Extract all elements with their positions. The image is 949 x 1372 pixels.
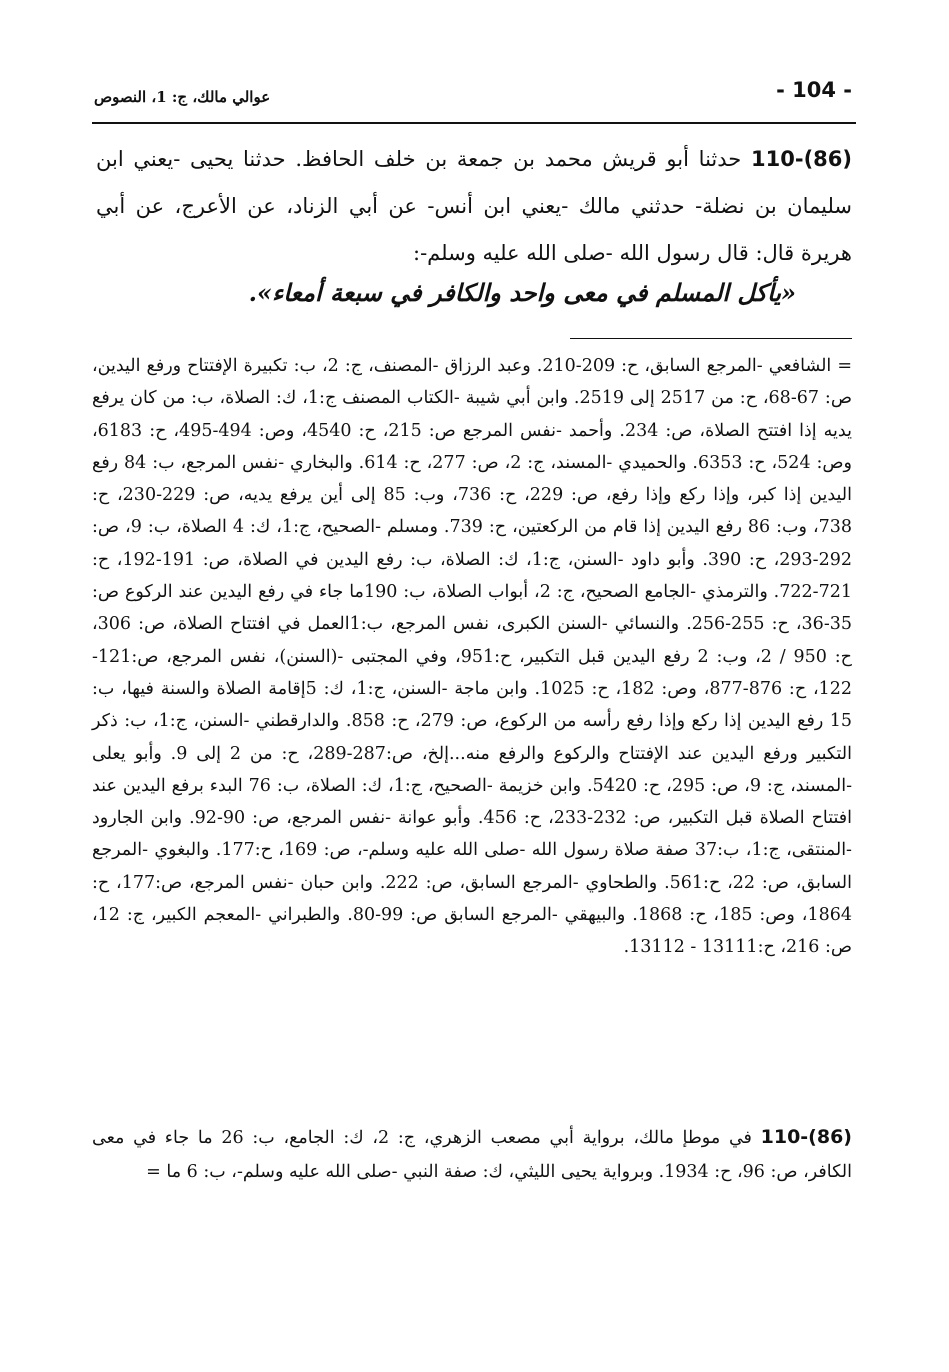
footnote-continuation: = الشافعي -المرجع السابق، ح: 209-210. وعبد الرزاق -المصنف، ج: 2، ب: تكبيرة الإفتتاح ورفع اليدين، ص: 67-68، ح: من 2517 إلى 2519. وابن أبي شيبة -الكتاب المصنف ج:1، ك: الصلاة، ب: من كان يرفع يديه إذا افتتح الصلاة، ص: 234. وأحمد -نفس المرجع ص: 215، ح: 4540، وص: 494-495، ح: 6183، وص: 524، ح: 6353. والحميدي -المسند، ج: 2، ص: 277، ح: 614. والبخاري -نفس المرجع، ب: 84 رفع اليدين إذا كبر، وإذا ركع وإذا رفع، ص: 229، ح: 736، وب: 85 إلى أين يرفع يديه، ص: 229-230، ح: 738، وب: 86 رفع اليدين إذا قام من الركعتين، ح: 739. ومسلم -الصحيح، ج:1، ك: 4 الصلاة، ب: 9، ص: 292-293، ح: 390. وأبو داود -السنن، ج:1، ك: الصلاة، ب: رفع اليدين في الصلاة، ص: 191-192، ح: 721-722. والترمذي -الجامع الصحيح، ج: 2، أبواب الصلاة، ب: 190ما جاء في رفع اليدين عند الركوع ص: 35-36، ح: 255-256. والنسائي -السنن الكبرى، نفس المرجع، ب:1العمل في افتتاح الصلاة، ص: 306، ح: 950 / 2، وب: 2 رفع اليدين قبل التكبير، ح:951، وفي المجتبى -(السنن)، نفس المرجع، ص:121-122، ح: 876-877، وص: 182، ح: 1025. وابن ماجة -السنن، ج:1، ك: 5إقامة الصلاة والسنة فيها، ب: 15 رفع اليدين إذا ركع وإذا رفع رأسه من الركوع، ص: 279، ح: 858. والدارقطني -السنن، ج:1، ب: ذكر التكبير ورفع اليدين عند الإفتتاح والركوع والرفع منه...إلخ، ص:287-289، ح: من 2 إلى 9. وأبو يعلى -المسند، ج: 9، ص: 295، ح: 5420. وابن خزيمة -الصحيح، ج:1، ك: الصلاة، ب: 76 البدء برفع اليدين عند افتتاح الصلاة قبل التكبير، ص: 232-233، ح: 456. وأبو عوانة -نفس المرجع، ص: 90-92. وابن الجارود -المنتقى، ج:1، ب:37 صفة صلاة رسول الله -صلى الله عليه وسلم-، ص: 169، ح:177. والبغوي -المرجع السابق، ص: 22، ح:561. والطحاوي -المرجع السابق، ص: 222. وابن حبان -نفس المرجع، ص:177، ح: 1864، وص: 185، ح: 1868. والبيهقي -المرجع السابق ص: 99-80. والطبراني -المعجم الكبير، ج: 12، ص: 216، ح:13111 - 13112.	[92, 356, 853, 958]
page-header	[92, 78, 856, 118]
footnote-body: في موطإ مالك، برواية أبي مصعب الزهري، ج: 2، ك: الجامع، ب: 26 ما جاء في معى الكافر، ص: 96، ح: 1934. وبرواية يحيى الليثي، ك: صفة النبي -صلى الله عليه وسلم-، ب: 6 ما =	[92, 1128, 852, 1182]
hadith-quote: «يأكل المسلم في معى واحد والكافر في سبعة أمعاء».	[248, 278, 796, 307]
running-title: عوالي مالك، ج: 1، النصوص	[94, 88, 271, 106]
page-number: - 104 -	[776, 78, 852, 102]
footnote-rule	[570, 338, 852, 339]
footnote-hadith-110	[92, 1120, 852, 1189]
hadith-number: 110-(86)	[751, 147, 852, 171]
header-rule	[92, 122, 856, 124]
hadith-body: حدثنا أبو قريش محمد بن جمعة بن خلف الحافظ. حدثنا يحيى -يعني ابن سليمان بن نضلة- حدثني مالك -يعني ابن أنس- عن أبي الزناد، عن الأعرج، عن أبي هريرة قال: قال رسول الله -صلى الله عليه وسلم-:	[96, 147, 852, 265]
hadith-text	[96, 136, 852, 277]
footnote-number: 110-(86)	[760, 1126, 852, 1148]
